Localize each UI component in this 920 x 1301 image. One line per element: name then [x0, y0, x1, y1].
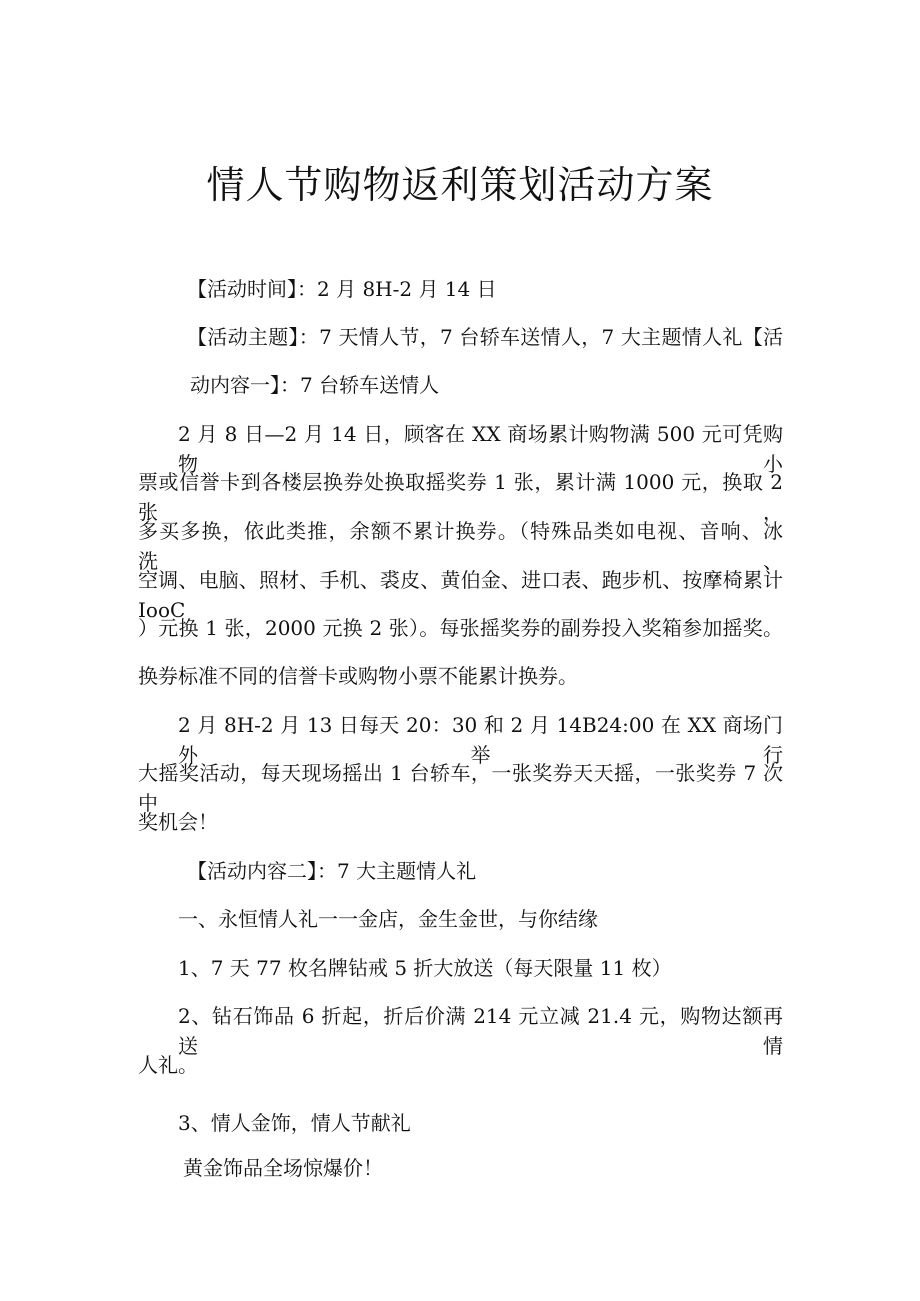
list-item: 3、情人金饰，情人节献礼: [178, 1111, 411, 1135]
paragraph-line: 2 月 8 日—2 月 14 日，顾客在 XX 商场累计购物满 500 元可凭购物小: [178, 422, 783, 476]
activity-theme-line: 【活动主题】：7 天情人节，7 台轿车送情人，7 大主题情人礼【活: [187, 325, 783, 349]
list-item: 1、7 天 77 枚名牌钻戒 5 折大放送（每天限量 11 枚）: [178, 956, 672, 980]
paragraph-line: 2 月 8H-2 月 13 日每天 20：30 和 2 月 14B24:00 在 XX 商场门外举行: [178, 713, 783, 767]
paragraph-line: ）元换 1 张，2000 元换 2 张）。每张摇奖券的副券投入奖箱参加摇奖。: [138, 616, 783, 640]
list-item-continuation: 人礼。: [138, 1053, 198, 1077]
paragraph-line: 大摇奖活动，每天现场摇出 1 台轿车，一张奖券天天摇，一张奖券 7 次中: [138, 761, 783, 815]
paragraph-line: 票或信誉卡到各楼层换券处换取摇奖券 1 张，累计满 1000 元，换取 2 张，: [138, 470, 783, 524]
list-item: 2、钻石饰品 6 折起，折后价满 214 元立减 21.4 元，购物达额再送情: [178, 1004, 783, 1058]
paragraph-line: 空调、电脑、照材、手机、裘皮、黄伯金、进口表、跑步机、按摩椅累计 IooC: [138, 568, 783, 622]
activity-time-line: 【活动时间】：2 月 8H-2 月 14 日: [187, 277, 497, 301]
paragraph-line: 奖机会！: [138, 810, 218, 834]
document-title: 情人节购物返利策划活动方案: [206, 163, 714, 207]
paragraph-line: 黄金饰品全场惊爆价！: [183, 1156, 383, 1180]
paragraph-line: 多买多换，依此类推，余额不累计换券。（特殊品类如电视、音响、冰洗、: [138, 519, 783, 573]
section-heading: 一、永恒情人礼一一金店，金生金世，与你结缘: [178, 907, 598, 931]
activity-content-two-heading: 【活动内容二】：7 大主题情人礼: [187, 859, 477, 883]
paragraph-line: 换券标准不同的信誉卡或购物小票不能累计换券。: [138, 664, 578, 688]
activity-content-one-heading: 动内容一】：7 台轿车送情人: [190, 373, 440, 397]
